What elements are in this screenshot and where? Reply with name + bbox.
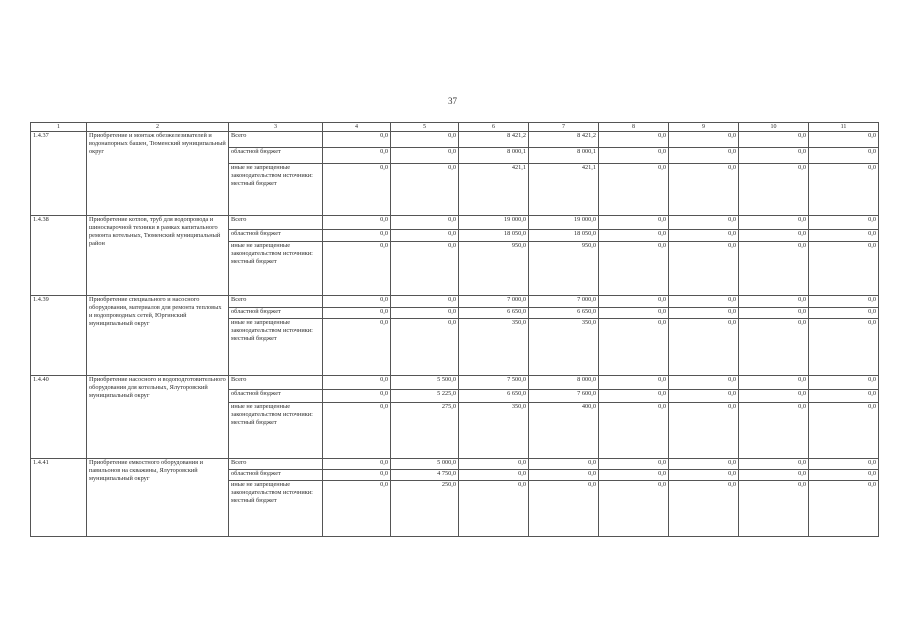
source-other-label: иные не запрещенные законодательством источники: — [231, 242, 313, 257]
value-cell: 0,0 — [739, 164, 809, 216]
value-cell: 0,0 — [599, 164, 669, 216]
source-other-cell — [229, 319, 323, 376]
value-cell: 0,0 — [529, 481, 599, 537]
column-number: 1 — [31, 123, 87, 132]
value-cell: 0,0 — [669, 376, 739, 390]
column-numbers-row — [31, 123, 879, 132]
value-cell: 0,0 — [599, 459, 669, 470]
value-cell: 0,0 — [809, 230, 879, 242]
source-local-label: местный бюджет — [231, 497, 277, 504]
value-cell: 0,0 — [391, 216, 459, 230]
value-cell: 0,0 — [669, 216, 739, 230]
value-cell: 0,0 — [599, 319, 669, 376]
value-cell: 950,0 — [459, 242, 529, 296]
table-row — [31, 459, 879, 470]
value-cell: 0,0 — [599, 216, 669, 230]
column-number: 3 — [229, 123, 323, 132]
value-cell: 0,0 — [739, 390, 809, 403]
value-cell: 0,0 — [669, 481, 739, 537]
value-cell: 0,0 — [669, 296, 739, 308]
value-cell: 0,0 — [391, 308, 459, 319]
item-name: Приобретение котлов, труб для водопровода и шиносварочной техники в рамках капитального ремонта котельных, Тюменский муниципальный район — [87, 216, 229, 296]
source-other-cell — [229, 242, 323, 296]
page-number: 37 — [448, 96, 457, 106]
value-cell: 0,0 — [739, 459, 809, 470]
value-cell: 0,0 — [739, 132, 809, 148]
value-cell: 0,0 — [669, 148, 739, 164]
source-local-label: местный бюджет — [231, 335, 277, 342]
value-cell: 0,0 — [391, 164, 459, 216]
column-number: 5 — [391, 123, 459, 132]
value-cell: 5 500,0 — [391, 376, 459, 390]
value-cell: 0,0 — [599, 403, 669, 459]
value-cell: 0,0 — [323, 296, 391, 308]
source-total-label: Всего — [229, 216, 323, 230]
value-cell: 0,0 — [323, 230, 391, 242]
value-cell: 0,0 — [739, 403, 809, 459]
column-number: 7 — [529, 123, 599, 132]
value-cell: 5 000,0 — [391, 459, 459, 470]
column-number: 9 — [669, 123, 739, 132]
value-cell: 421,1 — [459, 164, 529, 216]
value-cell: 0,0 — [391, 132, 459, 148]
value-cell: 19 000,0 — [459, 216, 529, 230]
value-cell: 0,0 — [809, 132, 879, 148]
column-number: 10 — [739, 123, 809, 132]
value-cell: 0,0 — [459, 459, 529, 470]
value-cell: 0,0 — [809, 459, 879, 470]
value-cell: 18 050,0 — [529, 230, 599, 242]
value-cell: 350,0 — [459, 319, 529, 376]
value-cell: 0,0 — [809, 319, 879, 376]
value-cell: 0,0 — [809, 470, 879, 481]
value-cell: 0,0 — [809, 308, 879, 319]
value-cell: 0,0 — [739, 148, 809, 164]
value-cell: 0,0 — [739, 242, 809, 296]
source-regional-label: областной бюджет — [229, 148, 323, 164]
value-cell: 0,0 — [669, 308, 739, 319]
value-cell: 0,0 — [739, 216, 809, 230]
value-cell: 250,0 — [391, 481, 459, 537]
value-cell: 0,0 — [323, 481, 391, 537]
value-cell: 0,0 — [323, 216, 391, 230]
value-cell: 0,0 — [599, 470, 669, 481]
value-cell: 0,0 — [739, 319, 809, 376]
value-cell: 0,0 — [391, 319, 459, 376]
value-cell: 0,0 — [669, 242, 739, 296]
value-cell: 0,0 — [669, 459, 739, 470]
source-other-cell — [229, 403, 323, 459]
item-name: Приобретение емкостного оборудования и павильонов на скважины, Ялуторовский муниципальный округ — [87, 459, 229, 537]
table-row — [31, 216, 879, 230]
value-cell: 0,0 — [669, 319, 739, 376]
source-regional-label: областной бюджет — [229, 390, 323, 403]
source-local-label: местный бюджет — [231, 180, 277, 187]
value-cell: 350,0 — [459, 403, 529, 459]
value-cell: 0,0 — [529, 470, 599, 481]
value-cell: 0,0 — [323, 242, 391, 296]
value-cell: 0,0 — [391, 296, 459, 308]
value-cell: 421,1 — [529, 164, 599, 216]
value-cell: 0,0 — [599, 308, 669, 319]
value-cell: 0,0 — [323, 403, 391, 459]
source-other-label: иные не запрещенные законодательством источники: — [231, 164, 313, 179]
value-cell: 8 421,2 — [529, 132, 599, 148]
value-cell: 6 650,0 — [529, 308, 599, 319]
value-cell: 0,0 — [669, 230, 739, 242]
source-total-label: Всего — [229, 459, 323, 470]
value-cell: 0,0 — [669, 164, 739, 216]
column-number: 8 — [599, 123, 669, 132]
column-number: 4 — [323, 123, 391, 132]
value-cell: 0,0 — [809, 216, 879, 230]
value-cell: 0,0 — [323, 319, 391, 376]
value-cell: 0,0 — [599, 390, 669, 403]
value-cell: 8 000,1 — [529, 148, 599, 164]
value-cell: 0,0 — [459, 481, 529, 537]
value-cell: 0,0 — [809, 148, 879, 164]
value-cell: 0,0 — [739, 376, 809, 390]
value-cell: 0,0 — [669, 403, 739, 459]
value-cell: 0,0 — [809, 376, 879, 390]
value-cell: 0,0 — [323, 376, 391, 390]
item-code: 1.4.38 — [31, 216, 87, 296]
value-cell: 0,0 — [739, 470, 809, 481]
value-cell: 0,0 — [739, 308, 809, 319]
value-cell: 0,0 — [809, 296, 879, 308]
value-cell: 0,0 — [323, 132, 391, 148]
value-cell: 0,0 — [323, 148, 391, 164]
value-cell: 0,0 — [599, 242, 669, 296]
value-cell: 0,0 — [809, 164, 879, 216]
value-cell: 0,0 — [739, 481, 809, 537]
value-cell: 350,0 — [529, 319, 599, 376]
value-cell: 0,0 — [529, 459, 599, 470]
value-cell: 8 000,0 — [529, 376, 599, 390]
table-row — [31, 296, 879, 308]
value-cell: 0,0 — [391, 242, 459, 296]
source-total-label: Всего — [229, 376, 323, 390]
value-cell: 0,0 — [599, 296, 669, 308]
value-cell: 6 650,0 — [459, 390, 529, 403]
value-cell: 8 421,2 — [459, 132, 529, 148]
source-other-label: иные не запрещенные законодательством источники: — [231, 403, 313, 418]
column-number: 11 — [809, 123, 879, 132]
value-cell: 950,0 — [529, 242, 599, 296]
value-cell: 0,0 — [459, 470, 529, 481]
value-cell: 0,0 — [809, 390, 879, 403]
value-cell: 7 600,0 — [529, 390, 599, 403]
value-cell: 0,0 — [599, 230, 669, 242]
source-local-label: местный бюджет — [231, 419, 277, 426]
source-regional-label: областной бюджет — [229, 470, 323, 481]
value-cell: 0,0 — [669, 132, 739, 148]
value-cell: 0,0 — [669, 390, 739, 403]
value-cell: 0,0 — [391, 148, 459, 164]
table-row — [31, 376, 879, 390]
budget-table — [30, 122, 879, 537]
source-total-label: Всего — [229, 132, 323, 148]
column-number: 2 — [87, 123, 229, 132]
value-cell: 18 050,0 — [459, 230, 529, 242]
value-cell: 0,0 — [391, 230, 459, 242]
value-cell: 0,0 — [323, 470, 391, 481]
value-cell: 4 750,0 — [391, 470, 459, 481]
source-other-label: иные не запрещенные законодательством источники: — [231, 319, 313, 334]
value-cell: 0,0 — [739, 230, 809, 242]
source-regional-label: областной бюджет — [229, 230, 323, 242]
source-local-label: местный бюджет — [231, 258, 277, 265]
source-regional-label: областной бюджет — [229, 308, 323, 319]
value-cell: 275,0 — [391, 403, 459, 459]
item-code: 1.4.40 — [31, 376, 87, 459]
value-cell: 0,0 — [739, 296, 809, 308]
column-number: 6 — [459, 123, 529, 132]
value-cell: 7 000,0 — [529, 296, 599, 308]
value-cell: 6 650,0 — [459, 308, 529, 319]
source-other-cell — [229, 164, 323, 216]
source-other-cell — [229, 481, 323, 537]
value-cell: 0,0 — [809, 481, 879, 537]
value-cell: 0,0 — [809, 403, 879, 459]
value-cell: 8 000,1 — [459, 148, 529, 164]
item-code: 1.4.41 — [31, 459, 87, 537]
value-cell: 0,0 — [323, 390, 391, 403]
table-row — [31, 132, 879, 148]
value-cell: 7 000,0 — [459, 296, 529, 308]
source-other-label: иные не запрещенные законодательством источники: — [231, 481, 313, 496]
value-cell: 0,0 — [599, 376, 669, 390]
value-cell: 0,0 — [599, 132, 669, 148]
value-cell: 7 500,0 — [459, 376, 529, 390]
value-cell: 0,0 — [323, 459, 391, 470]
value-cell: 0,0 — [599, 148, 669, 164]
value-cell: 0,0 — [599, 481, 669, 537]
item-name: Приобретение специального и насосного оборудования, материалов для ремонта тепловых и водопроводных сетей, Юргинский муниципальный округ — [87, 296, 229, 376]
value-cell: 5 225,0 — [391, 390, 459, 403]
value-cell: 0,0 — [809, 242, 879, 296]
value-cell: 0,0 — [323, 308, 391, 319]
value-cell: 19 000,0 — [529, 216, 599, 230]
value-cell: 400,0 — [529, 403, 599, 459]
item-code: 1.4.37 — [31, 132, 87, 216]
item-name: Приобретение насосного и водоподготовительного оборудования для котельных, Ялуторовский муниципальный округ — [87, 376, 229, 459]
value-cell: 0,0 — [323, 164, 391, 216]
value-cell: 0,0 — [669, 470, 739, 481]
item-code: 1.4.39 — [31, 296, 87, 376]
source-total-label: Всего — [229, 296, 323, 308]
item-name: Приобретение и монтаж обезжелезивателей и водонапорных башен, Тюменский муниципальный округ — [87, 132, 229, 216]
